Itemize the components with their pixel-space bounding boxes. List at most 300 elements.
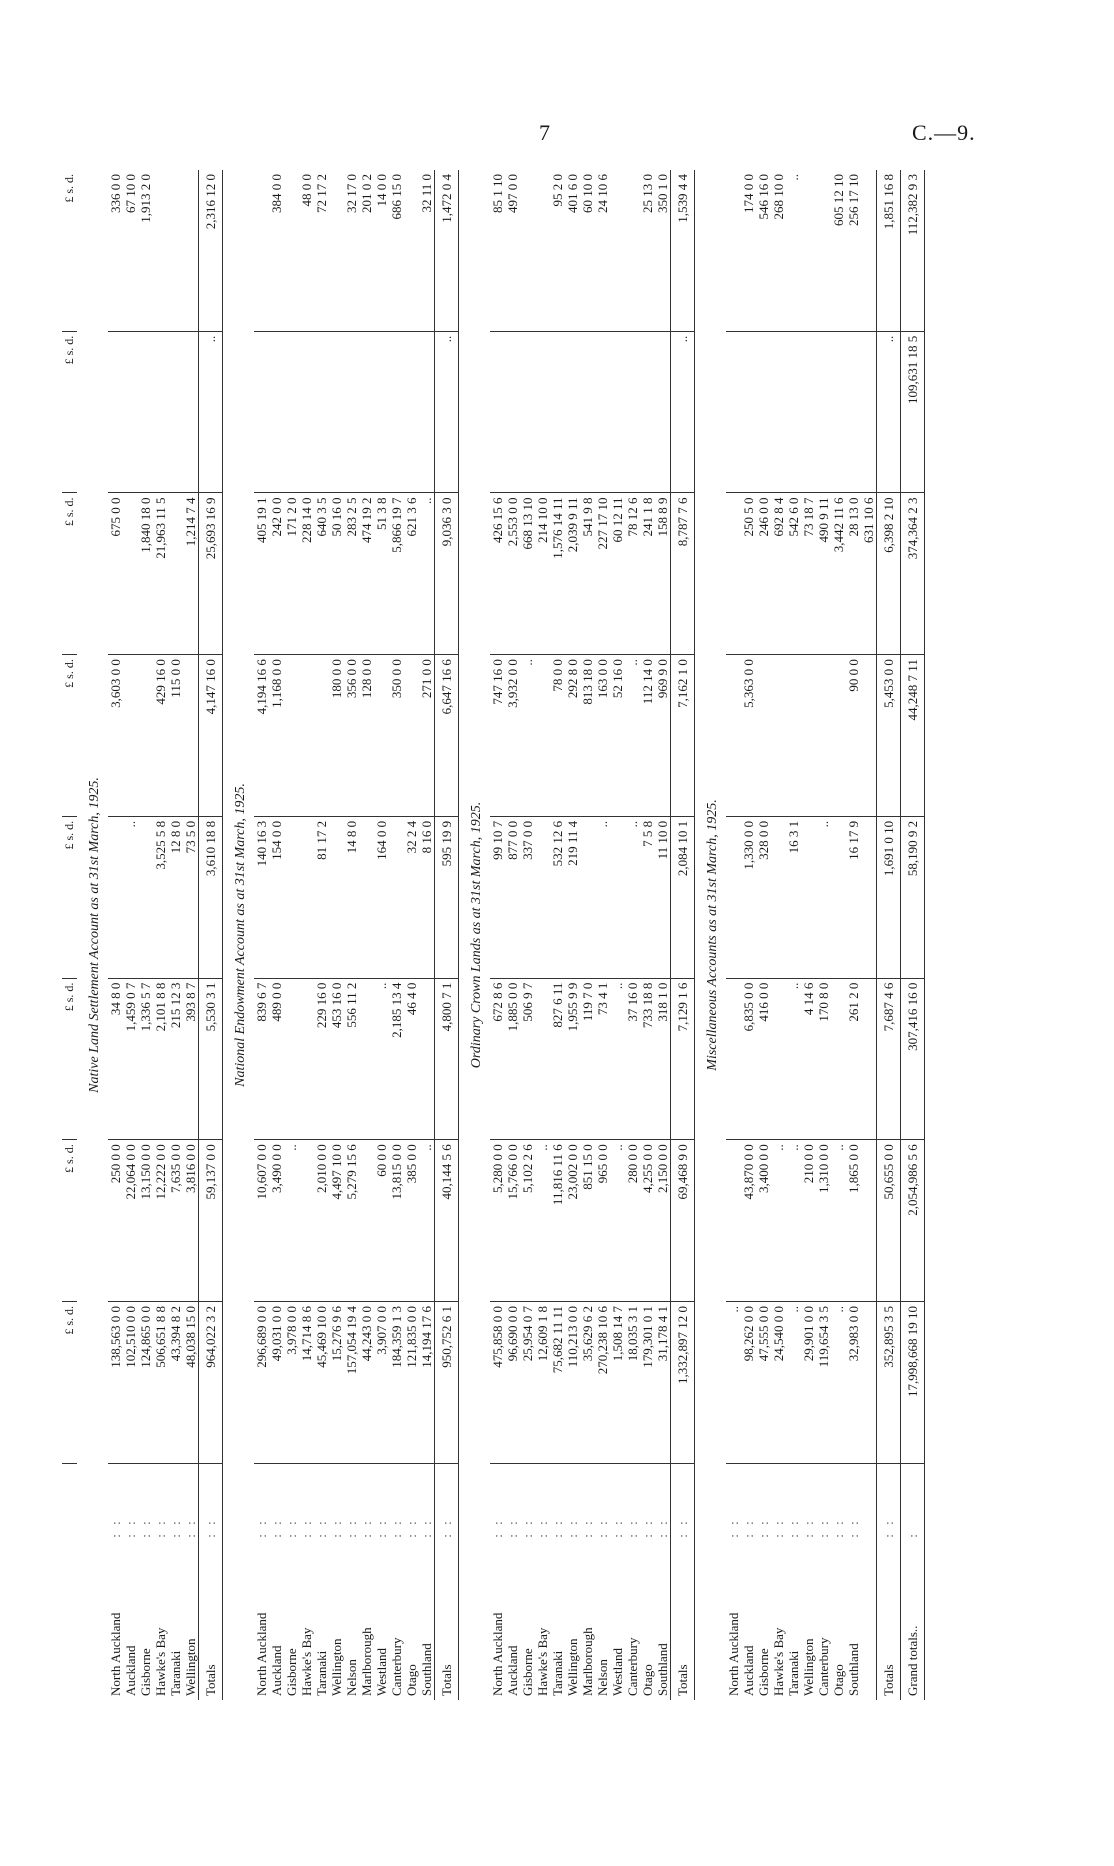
table-row: [846, 170, 861, 1700]
amount-cell: 7 5 8: [640, 816, 655, 978]
total-cell: 6,398 2 10: [877, 493, 901, 655]
leader-dots: : :: [741, 1518, 756, 1538]
amount-cell: 23,002 0 0: [565, 1140, 580, 1302]
amount-cell: 3,932 0 0: [505, 655, 520, 817]
table-row: [505, 170, 520, 1700]
amount-cell: 174 0 0: [741, 170, 756, 331]
amount-cell: [846, 331, 861, 493]
amount-cell: 261 2 0: [846, 978, 861, 1140]
amount-cell: [801, 331, 816, 493]
amount-cell: 621 3 6: [404, 493, 419, 655]
amount-cell: [419, 978, 435, 1140]
amount-cell: 164 0 0: [374, 816, 389, 978]
table-row: [123, 170, 138, 1700]
section-title-row: [77, 170, 108, 1700]
amount-cell: [108, 331, 123, 493]
amount-cell: 1,459 0 7: [123, 978, 138, 1140]
table-row: [580, 170, 595, 1700]
amount-cell: [861, 1140, 877, 1302]
amount-cell: ..: [786, 978, 801, 1140]
total-cell: ..: [671, 331, 695, 493]
amount-cell: 78 12 6: [625, 493, 640, 655]
amount-cell: 429 16 0: [153, 655, 168, 817]
table-row: [786, 170, 801, 1700]
leader-dots: : :: [565, 1518, 580, 1538]
amount-cell: 184,359 1 3: [389, 1301, 404, 1463]
amount-cell: 405 19 1: [254, 493, 269, 655]
leader-dots: : :: [816, 1518, 831, 1538]
amount-cell: 22,064 0 0: [123, 1140, 138, 1302]
amount-cell: [801, 655, 816, 817]
amount-cell: 3,603 0 0: [108, 655, 123, 817]
amount-cell: 506,651 8 8: [153, 1301, 168, 1463]
leader-dots: : :: [329, 1518, 344, 1538]
amount-cell: ..: [419, 493, 435, 655]
amount-cell: [726, 493, 741, 655]
leader-dots: : :: [831, 1518, 846, 1538]
amount-cell: [314, 655, 329, 817]
amount-cell: [861, 816, 877, 978]
total-cell: 950,752 6 1: [435, 1301, 459, 1463]
amount-cell: [183, 655, 199, 817]
amount-cell: 48 0 0: [299, 170, 314, 331]
amount-cell: 605 12 10: [831, 170, 846, 331]
amount-cell: 1,576 14 11: [550, 493, 565, 655]
district-name: North Auckland: [254, 1612, 269, 1696]
district-name: Gisborne: [138, 1648, 153, 1696]
totals-row: [877, 170, 901, 1700]
amount-cell: [756, 655, 771, 817]
amount-cell: 15,276 9 6: [329, 1301, 344, 1463]
amount-cell: [771, 978, 786, 1140]
total-cell: 352,895 3 5: [877, 1301, 901, 1463]
amount-cell: 1,840 18 0: [138, 493, 153, 655]
amount-cell: 121,835 0 0: [404, 1301, 419, 1463]
total-cell: ..: [435, 331, 459, 493]
amount-cell: 115 0 0: [168, 655, 183, 817]
district-name: Gisborne: [284, 1648, 299, 1696]
amount-cell: 24,540 0 0: [771, 1301, 786, 1463]
amount-cell: [284, 816, 299, 978]
amount-cell: 3,490 0 0: [269, 1140, 284, 1302]
district-name: Marlborough: [359, 1627, 374, 1696]
totals-row: [435, 170, 459, 1700]
amount-cell: 350 0 0: [389, 655, 404, 817]
amount-cell: [138, 655, 153, 817]
amount-cell: 241 1 8: [640, 493, 655, 655]
amount-cell: [299, 331, 314, 493]
amount-cell: 48,038 15 0: [183, 1301, 199, 1463]
amount-cell: [254, 170, 269, 331]
amount-cell: [389, 331, 404, 493]
amount-cell: 827 6 11: [550, 978, 565, 1140]
total-cell: 50,655 0 0: [877, 1140, 901, 1302]
amount-cell: 401 6 0: [565, 170, 580, 331]
table-row: [535, 170, 550, 1700]
amount-cell: 541 9 8: [580, 493, 595, 655]
table-row: [816, 170, 831, 1700]
amount-cell: [299, 978, 314, 1140]
amount-cell: 839 6 7: [254, 978, 269, 1140]
amount-cell: [329, 816, 344, 978]
table-row: [269, 170, 284, 1700]
amount-cell: ..: [419, 1140, 435, 1302]
amount-cell: [404, 331, 419, 493]
leader-dots: : :: [756, 1518, 771, 1538]
amount-cell: 506 9 7: [520, 978, 535, 1140]
amount-cell: 350 1 0: [655, 170, 671, 331]
amount-cell: 25 13 0: [640, 170, 655, 331]
amount-cell: 416 0 0: [756, 978, 771, 1140]
amount-cell: ..: [816, 816, 831, 978]
grand-totals-row: [901, 170, 925, 1700]
amount-cell: 98,262 0 0: [741, 1301, 756, 1463]
amount-cell: 228 14 0: [299, 493, 314, 655]
amount-cell: 283 2 5: [344, 493, 359, 655]
amount-cell: ..: [726, 1301, 741, 1463]
amount-cell: [505, 331, 520, 493]
amount-cell: [726, 170, 741, 331]
amount-cell: [861, 978, 877, 1140]
amount-cell: [610, 331, 625, 493]
amount-cell: [108, 816, 123, 978]
amount-cell: 1,310 0 0: [816, 1140, 831, 1302]
amount-cell: [344, 331, 359, 493]
section-title-row: [459, 170, 491, 1700]
table-row: [741, 170, 756, 1700]
section-title: Native Land Settlement Account as at 31st March, 1925.: [87, 777, 102, 1093]
amount-cell: 489 0 0: [269, 978, 284, 1140]
amount-cell: [580, 816, 595, 978]
amount-cell: [640, 331, 655, 493]
amount-cell: [183, 170, 199, 331]
amount-cell: 67 10 0: [123, 170, 138, 331]
leader-dots: : :: [726, 1518, 741, 1538]
table-row: [520, 170, 535, 1700]
leader-dots: : :: [374, 1518, 389, 1538]
amount-cell: [520, 170, 535, 331]
totals-row: [199, 170, 223, 1700]
leader-dots: : :: [419, 1518, 434, 1538]
amount-cell: [565, 331, 580, 493]
amount-cell: 640 3 5: [314, 493, 329, 655]
amount-cell: 158 8 9: [655, 493, 671, 655]
leader-dots: : :: [108, 1518, 123, 1538]
district-name: Nelson: [595, 1659, 610, 1696]
leader-dots: : :: [344, 1518, 359, 1538]
table-row: [138, 170, 153, 1700]
leader-dots: : :: [123, 1518, 138, 1538]
amount-cell: 3,907 0 0: [374, 1301, 389, 1463]
amount-cell: 128 0 0: [359, 655, 374, 817]
table-row: [565, 170, 580, 1700]
amount-cell: 3,816 0 0: [183, 1140, 199, 1302]
total-cell: 1,472 0 4: [435, 170, 459, 331]
district-name: Taranaki: [314, 1650, 329, 1696]
amount-cell: [726, 655, 741, 817]
ledger-body: [77, 170, 925, 1700]
grand-total-cell: 112,382 9 3: [901, 170, 925, 331]
amount-cell: [861, 1301, 877, 1463]
amount-cell: 270,238 10 6: [595, 1301, 610, 1463]
amount-cell: 13,815 0 0: [389, 1140, 404, 1302]
district-name: Nelson: [344, 1659, 359, 1696]
amount-cell: [580, 331, 595, 493]
district-name: Otago: [640, 1664, 655, 1696]
amount-cell: 475,858 0 0: [490, 1301, 505, 1463]
table-row: [771, 170, 786, 1700]
total-cell: 25,693 16 9: [199, 493, 223, 655]
amount-cell: [168, 170, 183, 331]
amount-cell: 73 18 7: [801, 493, 816, 655]
amount-cell: [831, 655, 846, 817]
section-title: National Endowment Account as at 31st March, 1925.: [233, 783, 248, 1087]
amount-cell: 1,508 14 7: [610, 1301, 625, 1463]
amount-cell: [329, 331, 344, 493]
table-row: [404, 170, 419, 1700]
district-name: Southland: [846, 1643, 861, 1696]
district-name: Wellington: [565, 1638, 580, 1696]
total-cell: 6,647 16 6: [435, 655, 459, 817]
amount-cell: 163 0 0: [595, 655, 610, 817]
total-cell: 964,022 3 2: [199, 1301, 223, 1463]
totals-label: Totals: [671, 1542, 695, 1700]
amount-cell: ..: [831, 1140, 846, 1302]
table-row: [168, 170, 183, 1700]
grand-totals-label: Grand totals..: [901, 1542, 925, 1700]
amount-cell: [801, 170, 816, 331]
amount-cell: [254, 331, 269, 493]
table-row: [344, 170, 359, 1700]
amount-cell: 1,336 5 7: [138, 978, 153, 1140]
amount-cell: [726, 978, 741, 1140]
table-row: [640, 170, 655, 1700]
table-row: [550, 170, 565, 1700]
amount-cell: 24 10 6: [595, 170, 610, 331]
amount-cell: 90 0 0: [846, 655, 861, 817]
amount-cell: 474 19 2: [359, 493, 374, 655]
amount-cell: [655, 331, 671, 493]
grand-total-cell: 374,364 2 3: [901, 493, 925, 655]
table-row: [254, 170, 269, 1700]
amount-cell: ..: [786, 1301, 801, 1463]
amount-cell: 2,150 0 0: [655, 1140, 671, 1302]
leader-dots: : :: [269, 1518, 284, 1538]
amount-cell: [404, 170, 419, 331]
amount-cell: 3,525 5 8: [153, 816, 168, 978]
leader-dots: : :: [786, 1518, 801, 1538]
amount-cell: [520, 331, 535, 493]
amount-cell: [610, 816, 625, 978]
amount-cell: 336 0 0: [108, 170, 123, 331]
table-row: [284, 170, 299, 1700]
totals-label: Totals: [199, 1542, 223, 1700]
table-row: [801, 170, 816, 1700]
amount-cell: 138,563 0 0: [108, 1301, 123, 1463]
leader-dots: : :: [520, 1518, 535, 1538]
amount-cell: 13,150 0 0: [138, 1140, 153, 1302]
table-row: [374, 170, 389, 1700]
amount-cell: 692 8 4: [771, 493, 786, 655]
district-name: Taranaki: [168, 1650, 183, 1696]
grand-total-cell: 44,248 7 11: [901, 655, 925, 817]
amount-cell: 119,654 3 5: [816, 1301, 831, 1463]
amount-cell: 1,865 0 0: [846, 1140, 861, 1302]
amount-cell: ..: [610, 978, 625, 1140]
amount-cell: 44,243 0 0: [359, 1301, 374, 1463]
unit-header-row: [62, 170, 77, 1700]
amount-cell: 14,194 17 6: [419, 1301, 435, 1463]
amount-cell: 2,185 13 4: [389, 978, 404, 1140]
amount-cell: 453 16 0: [329, 978, 344, 1140]
amount-cell: [861, 331, 877, 493]
amount-cell: [831, 816, 846, 978]
table-row: [490, 170, 505, 1700]
amount-cell: 11 10 0: [655, 816, 671, 978]
amount-cell: 250 5 0: [741, 493, 756, 655]
amount-cell: 112 14 0: [640, 655, 655, 817]
amount-cell: [625, 170, 640, 331]
total-cell: 40,144 5 6: [435, 1140, 459, 1302]
amount-cell: 14 0 0: [374, 170, 389, 331]
district-name: Marlborough: [580, 1627, 595, 1696]
amount-cell: 271 0 0: [419, 655, 435, 817]
amount-cell: [389, 816, 404, 978]
amount-cell: [314, 331, 329, 493]
amount-cell: 8 16 0: [419, 816, 435, 978]
amount-cell: 227 17 10: [595, 493, 610, 655]
amount-cell: 171 2 0: [284, 493, 299, 655]
amount-cell: 1,330 0 0: [741, 816, 756, 978]
table-row: [726, 170, 741, 1700]
table-row: [419, 170, 435, 1700]
table-row: [359, 170, 374, 1700]
amount-cell: 5,363 0 0: [741, 655, 756, 817]
amount-cell: [610, 170, 625, 331]
amount-cell: 32 11 0: [419, 170, 435, 331]
district-name: Hawke's Bay: [771, 1627, 786, 1696]
leader-dots: : :: [314, 1518, 329, 1538]
amount-cell: [831, 978, 846, 1140]
amount-cell: 25,954 0 7: [520, 1301, 535, 1463]
amount-cell: 5,280 0 0: [490, 1140, 505, 1302]
amount-cell: 490 9 11: [816, 493, 831, 655]
amount-cell: [756, 331, 771, 493]
amount-cell: 686 15 0: [389, 170, 404, 331]
amount-cell: 179,301 0 1: [640, 1301, 655, 1463]
unit-header: £ s. d.: [62, 655, 77, 817]
amount-cell: 965 0 0: [595, 1140, 610, 1302]
leader-dots: : :: [846, 1518, 861, 1538]
table-row: [389, 170, 404, 1700]
name-col-header: [62, 1542, 77, 1700]
amount-cell: [801, 816, 816, 978]
leader-dots: : :: [625, 1518, 640, 1538]
total-cell: 3,610 18 8: [199, 816, 223, 978]
amount-cell: [726, 331, 741, 493]
grand-total-cell: 109,631 18 5: [901, 331, 925, 493]
amount-cell: [550, 331, 565, 493]
district-name: Wellington: [801, 1638, 816, 1696]
district-name: Hawke's Bay: [299, 1627, 314, 1696]
amount-cell: [786, 655, 801, 817]
amount-cell: 219 11 4: [565, 816, 580, 978]
amount-cell: [284, 331, 299, 493]
amount-cell: 50 16 0: [329, 493, 344, 655]
amount-cell: [329, 170, 344, 331]
table-row: [655, 170, 671, 1700]
amount-cell: [535, 655, 550, 817]
table-row: [625, 170, 640, 1700]
dots-col-header: [62, 1463, 77, 1542]
amount-cell: 43,870 0 0: [741, 1140, 756, 1302]
total-cell: 2,316 12 0: [199, 170, 223, 331]
amount-cell: [168, 493, 183, 655]
amount-cell: 96,690 0 0: [505, 1301, 520, 1463]
leader-dots: : :: [254, 1518, 269, 1538]
amount-cell: 124,865 0 0: [138, 1301, 153, 1463]
district-name: Westland: [610, 1647, 625, 1696]
amount-cell: 1,913 2 0: [138, 170, 153, 331]
amount-cell: [786, 331, 801, 493]
amount-cell: 2,101 8 8: [153, 978, 168, 1140]
district-name: Southland: [655, 1643, 670, 1696]
amount-cell: [816, 331, 831, 493]
total-cell: 2,084 10 1: [671, 816, 695, 978]
ledger-table: [62, 170, 925, 1700]
table-row: [299, 170, 314, 1700]
amount-cell: ..: [374, 978, 389, 1140]
amount-cell: ..: [625, 655, 640, 817]
table-row: [329, 170, 344, 1700]
amount-cell: 4 14 6: [801, 978, 816, 1140]
amount-cell: [269, 331, 284, 493]
amount-cell: 969 9 0: [655, 655, 671, 817]
amount-cell: [284, 170, 299, 331]
leader-dots: : :: [610, 1518, 625, 1538]
amount-cell: 1,214 7 4: [183, 493, 199, 655]
amount-cell: 32 17 0: [344, 170, 359, 331]
amount-cell: 73 4 1: [595, 978, 610, 1140]
amount-cell: ..: [284, 1140, 299, 1302]
amount-cell: [374, 331, 389, 493]
amount-cell: ..: [595, 816, 610, 978]
amount-cell: 246 0 0: [756, 493, 771, 655]
amount-cell: 280 0 0: [625, 1140, 640, 1302]
district-name: Hawke's Bay: [153, 1627, 168, 1696]
district-name: North Auckland: [108, 1612, 123, 1696]
section-title: Ordinary Crown Lands as at 31st March, 1925.: [469, 801, 484, 1069]
amount-cell: 296,689 0 0: [254, 1301, 269, 1463]
amount-cell: [153, 170, 168, 331]
amount-cell: 2,010 0 0: [314, 1140, 329, 1302]
amount-cell: 292 8 0: [565, 655, 580, 817]
amount-cell: 5,279 15 6: [344, 1140, 359, 1302]
amount-cell: 72 17 2: [314, 170, 329, 331]
amount-cell: 81 17 2: [314, 816, 329, 978]
district-name: Wellington: [329, 1638, 344, 1696]
amount-cell: 3,442 11 6: [831, 493, 846, 655]
amount-cell: [138, 816, 153, 978]
district-name: Gisborne: [520, 1648, 535, 1696]
amount-cell: 268 10 0: [771, 170, 786, 331]
leader-dots: : :: [535, 1518, 550, 1538]
leader-dots: : :: [490, 1518, 505, 1538]
amount-cell: ..: [786, 170, 801, 331]
amount-cell: 170 8 0: [816, 978, 831, 1140]
total-cell: 7,129 1 6: [671, 978, 695, 1140]
amount-cell: 12,222 0 0: [153, 1140, 168, 1302]
